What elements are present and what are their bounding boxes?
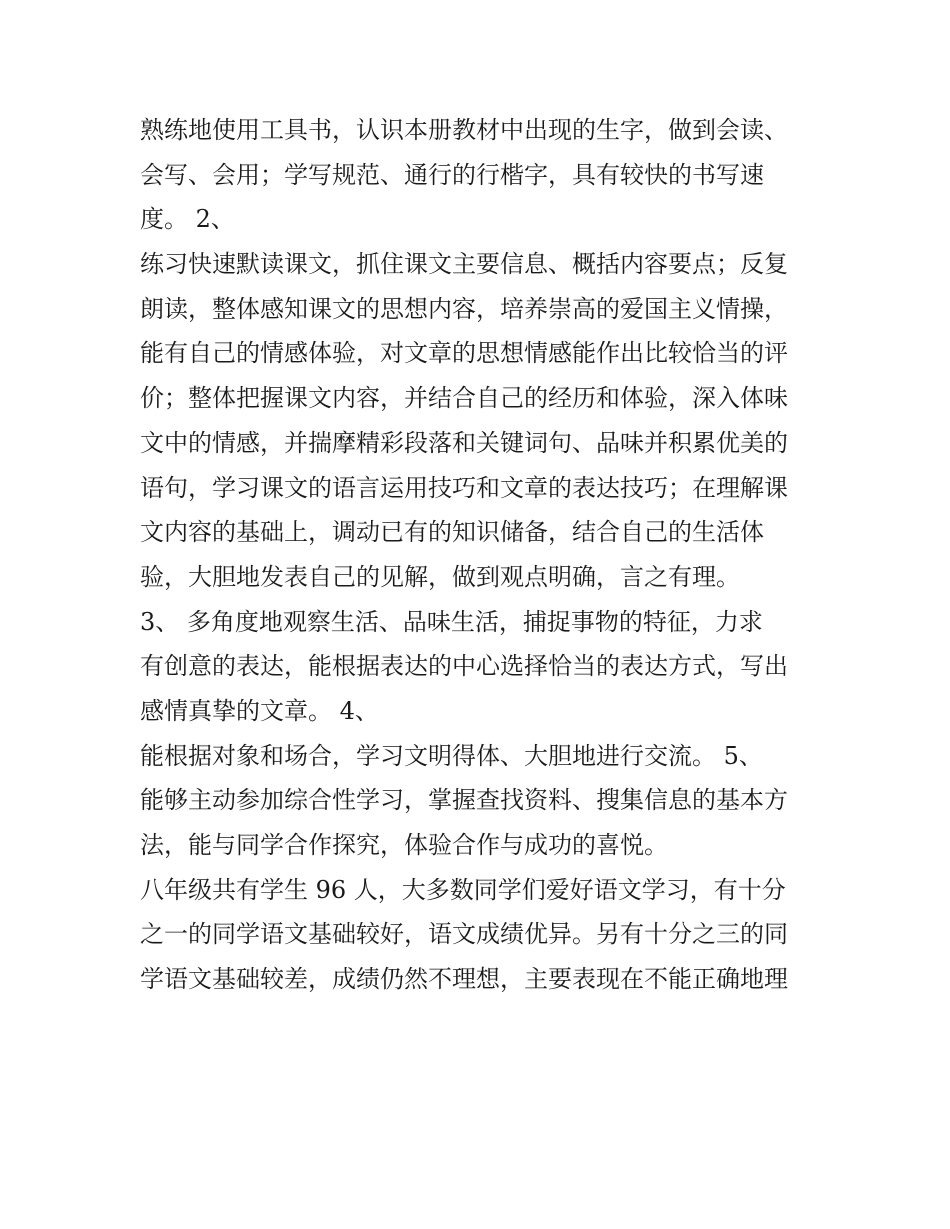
text-line: 八年级共有学生 96 人，大多数同学们爱好语文学习，有十分 — [140, 875, 786, 904]
text-line: 语句，学习课文的语言运用技巧和文章的表达技巧；在理解课 — [140, 473, 788, 502]
text-line: 度。 2、 — [140, 205, 235, 234]
text-line: 文中的情感，并揣摩精彩段落和关键词句、品味并积累优美的 — [140, 428, 788, 457]
text-line: 文内容的基础上，调动已有的知识储备，结合自己的生活体 — [140, 518, 764, 547]
text-line: 感情真挚的文章。 4、 — [140, 696, 379, 725]
text-line: 法，能与同学合作探究，体验合作与成功的喜悦。 — [140, 831, 668, 859]
text-line: 练习快速默读课文，抓住课文主要信息、概括内容要点；反复 — [140, 250, 788, 279]
text-line: 能有自己的情感体验，对文章的思想情感能作出比较恰当的评 — [140, 339, 788, 368]
body-text — [140, 108, 820, 1002]
text-line: 学语文基础较差，成绩仍然不理想，主要表现在不能正确地理 — [140, 965, 788, 994]
text-line: 验，大胆地发表自己的见解，做到观点明确，言之有理。 — [140, 562, 740, 591]
text-line: 有创意的表达，能根据表达的中心选择恰当的表达方式，写出 — [140, 652, 788, 681]
text-line: 之一的同学语文基础较好，语文成绩优异。另有十分之三的同 — [140, 920, 788, 949]
text-line: 能根据对象和场合，学习文明得体、大胆地进行交流。 5、 — [140, 741, 763, 770]
text-line: 价；整体把握课文内容，并结合自己的经历和体验，深入体味 — [140, 384, 788, 413]
text-line: 朗读，整体感知课文的思想内容，培养崇高的爱国主义情操， — [140, 294, 788, 323]
text-line: 熟练地使用工具书，认识本册教材中出现的生字，做到会读、 — [140, 116, 788, 144]
text-line: 能够主动参加综合性学习，掌握查找资料、搜集信息的基本方 — [140, 786, 788, 815]
text-line: 3、 多角度地观察生活、品味生活，捕捉事物的特征，力求 — [140, 607, 763, 636]
text-line: 会写、会用；学写规范、通行的行楷字，具有较快的书写速 — [140, 160, 764, 189]
